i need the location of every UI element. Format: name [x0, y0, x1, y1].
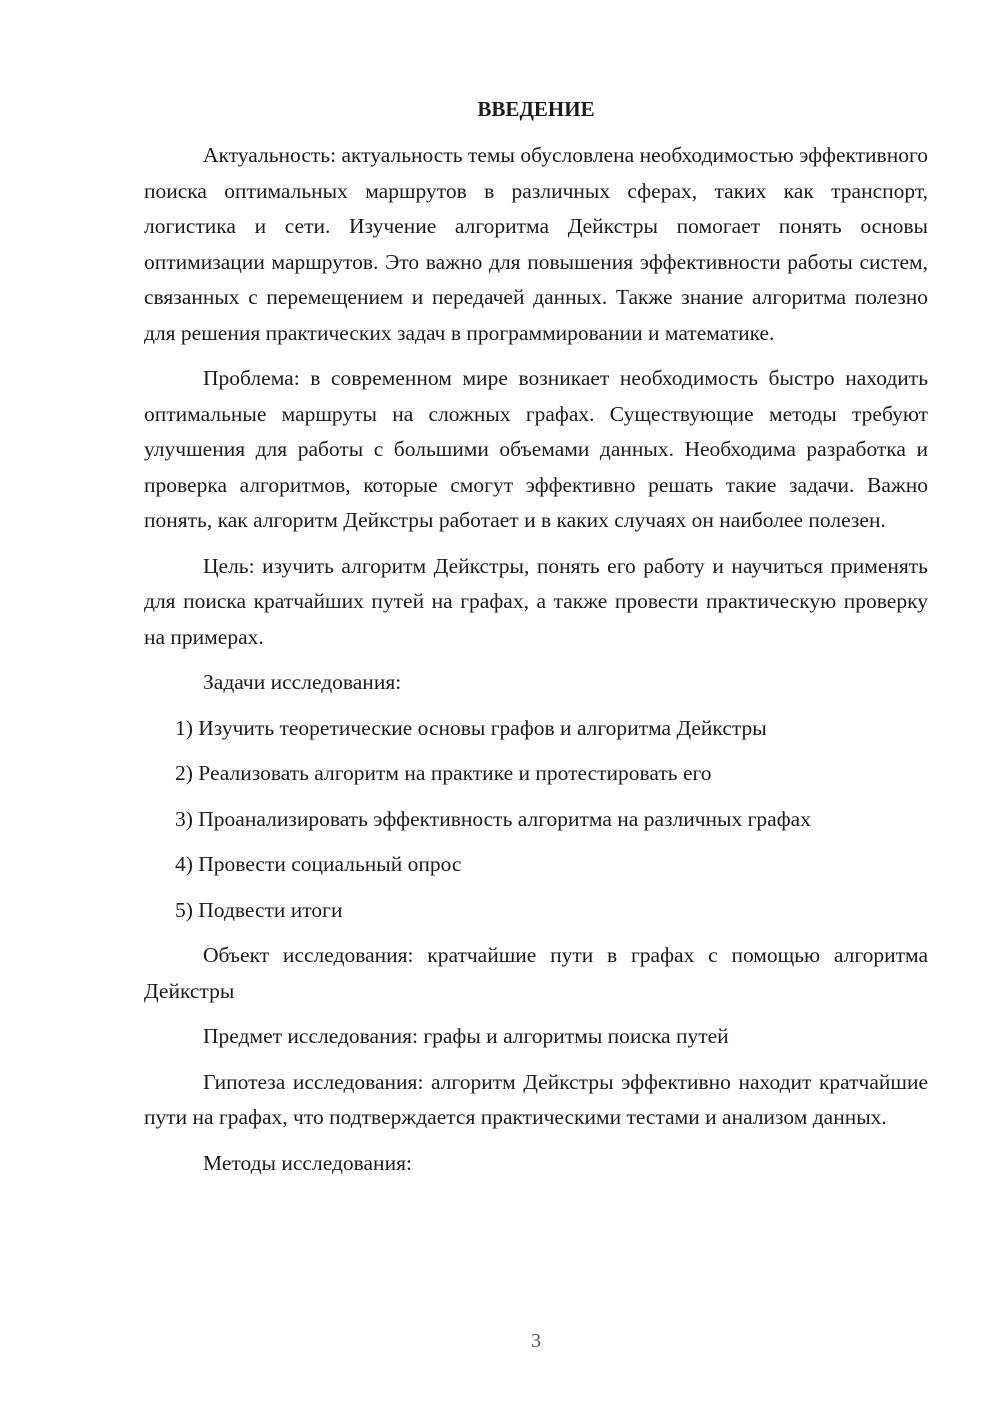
paragraph-methods-title: Методы исследования: [203, 1150, 412, 1175]
section-heading: ВВЕДЕНИЕ [477, 97, 595, 121]
tasks-list [144, 711, 928, 929]
list-item: 2) Реализовать алгоритм на практике и протестировать его [175, 761, 712, 785]
paragraph-relevance: Актуальность: актуальность темы обусловлена необходимостью эффективного поиска оптимальных маршрутов в различных сферах, таких как транспорт, логистика и сети. Изучение алгоритма Дейкстры помогает понять основы оптимизации маршрутов. Это важно для повышения эффективности работы систем, связанных с перемещением и передачей данных. Также знание алгоритма полезно для решения практических задач в программировании и математике. [144, 143, 928, 345]
paragraph-object: Объект исследования: кратчайшие пути в графах с помощью алгоритма Дейкстры [144, 943, 928, 1003]
paragraph-hypothesis: Гипотеза исследования: алгоритм Дейкстры эффективно находит кратчайшие пути на графах, что подтверждается практическими тестами и анализом данных. [144, 1069, 928, 1129]
paragraph-goal: Цель: изучить алгоритм Дейкстры, понять его работу и научиться применять для поиска кратчайших путей на графах, а также провести практическую проверку на примерах. [144, 553, 928, 649]
list-item: 1) Изучить теоретические основы графов и алгоритма Дейкстры [175, 715, 767, 740]
list-item: 5) Подвести итоги [175, 897, 343, 922]
paragraph-tasks-title: Задачи исследования: [203, 670, 402, 694]
list-item: 4) Провести социальный опрос [175, 852, 462, 876]
page-number: 3 [531, 1330, 541, 1352]
page-content [144, 92, 928, 1191]
paragraph-subject: Предмет исследования: графы и алгоритмы поиска путей [203, 1024, 729, 1048]
paragraph-problem: Проблема: в современном мире возникает необходимость быстро находить оптимальные маршруты на сложных графах. Существующие методы требуют улучшения для работы с большими объемами данных. Необходима разработка и проверка алгоритмов, которые смогут эффективно решать такие задачи. Важно понять, как алгоритм Дейкстры работает и в каких случаях он наиболее полезен. [144, 366, 928, 532]
list-item: 3) Проанализировать эффективность алгоритма на различных графах [175, 806, 811, 831]
